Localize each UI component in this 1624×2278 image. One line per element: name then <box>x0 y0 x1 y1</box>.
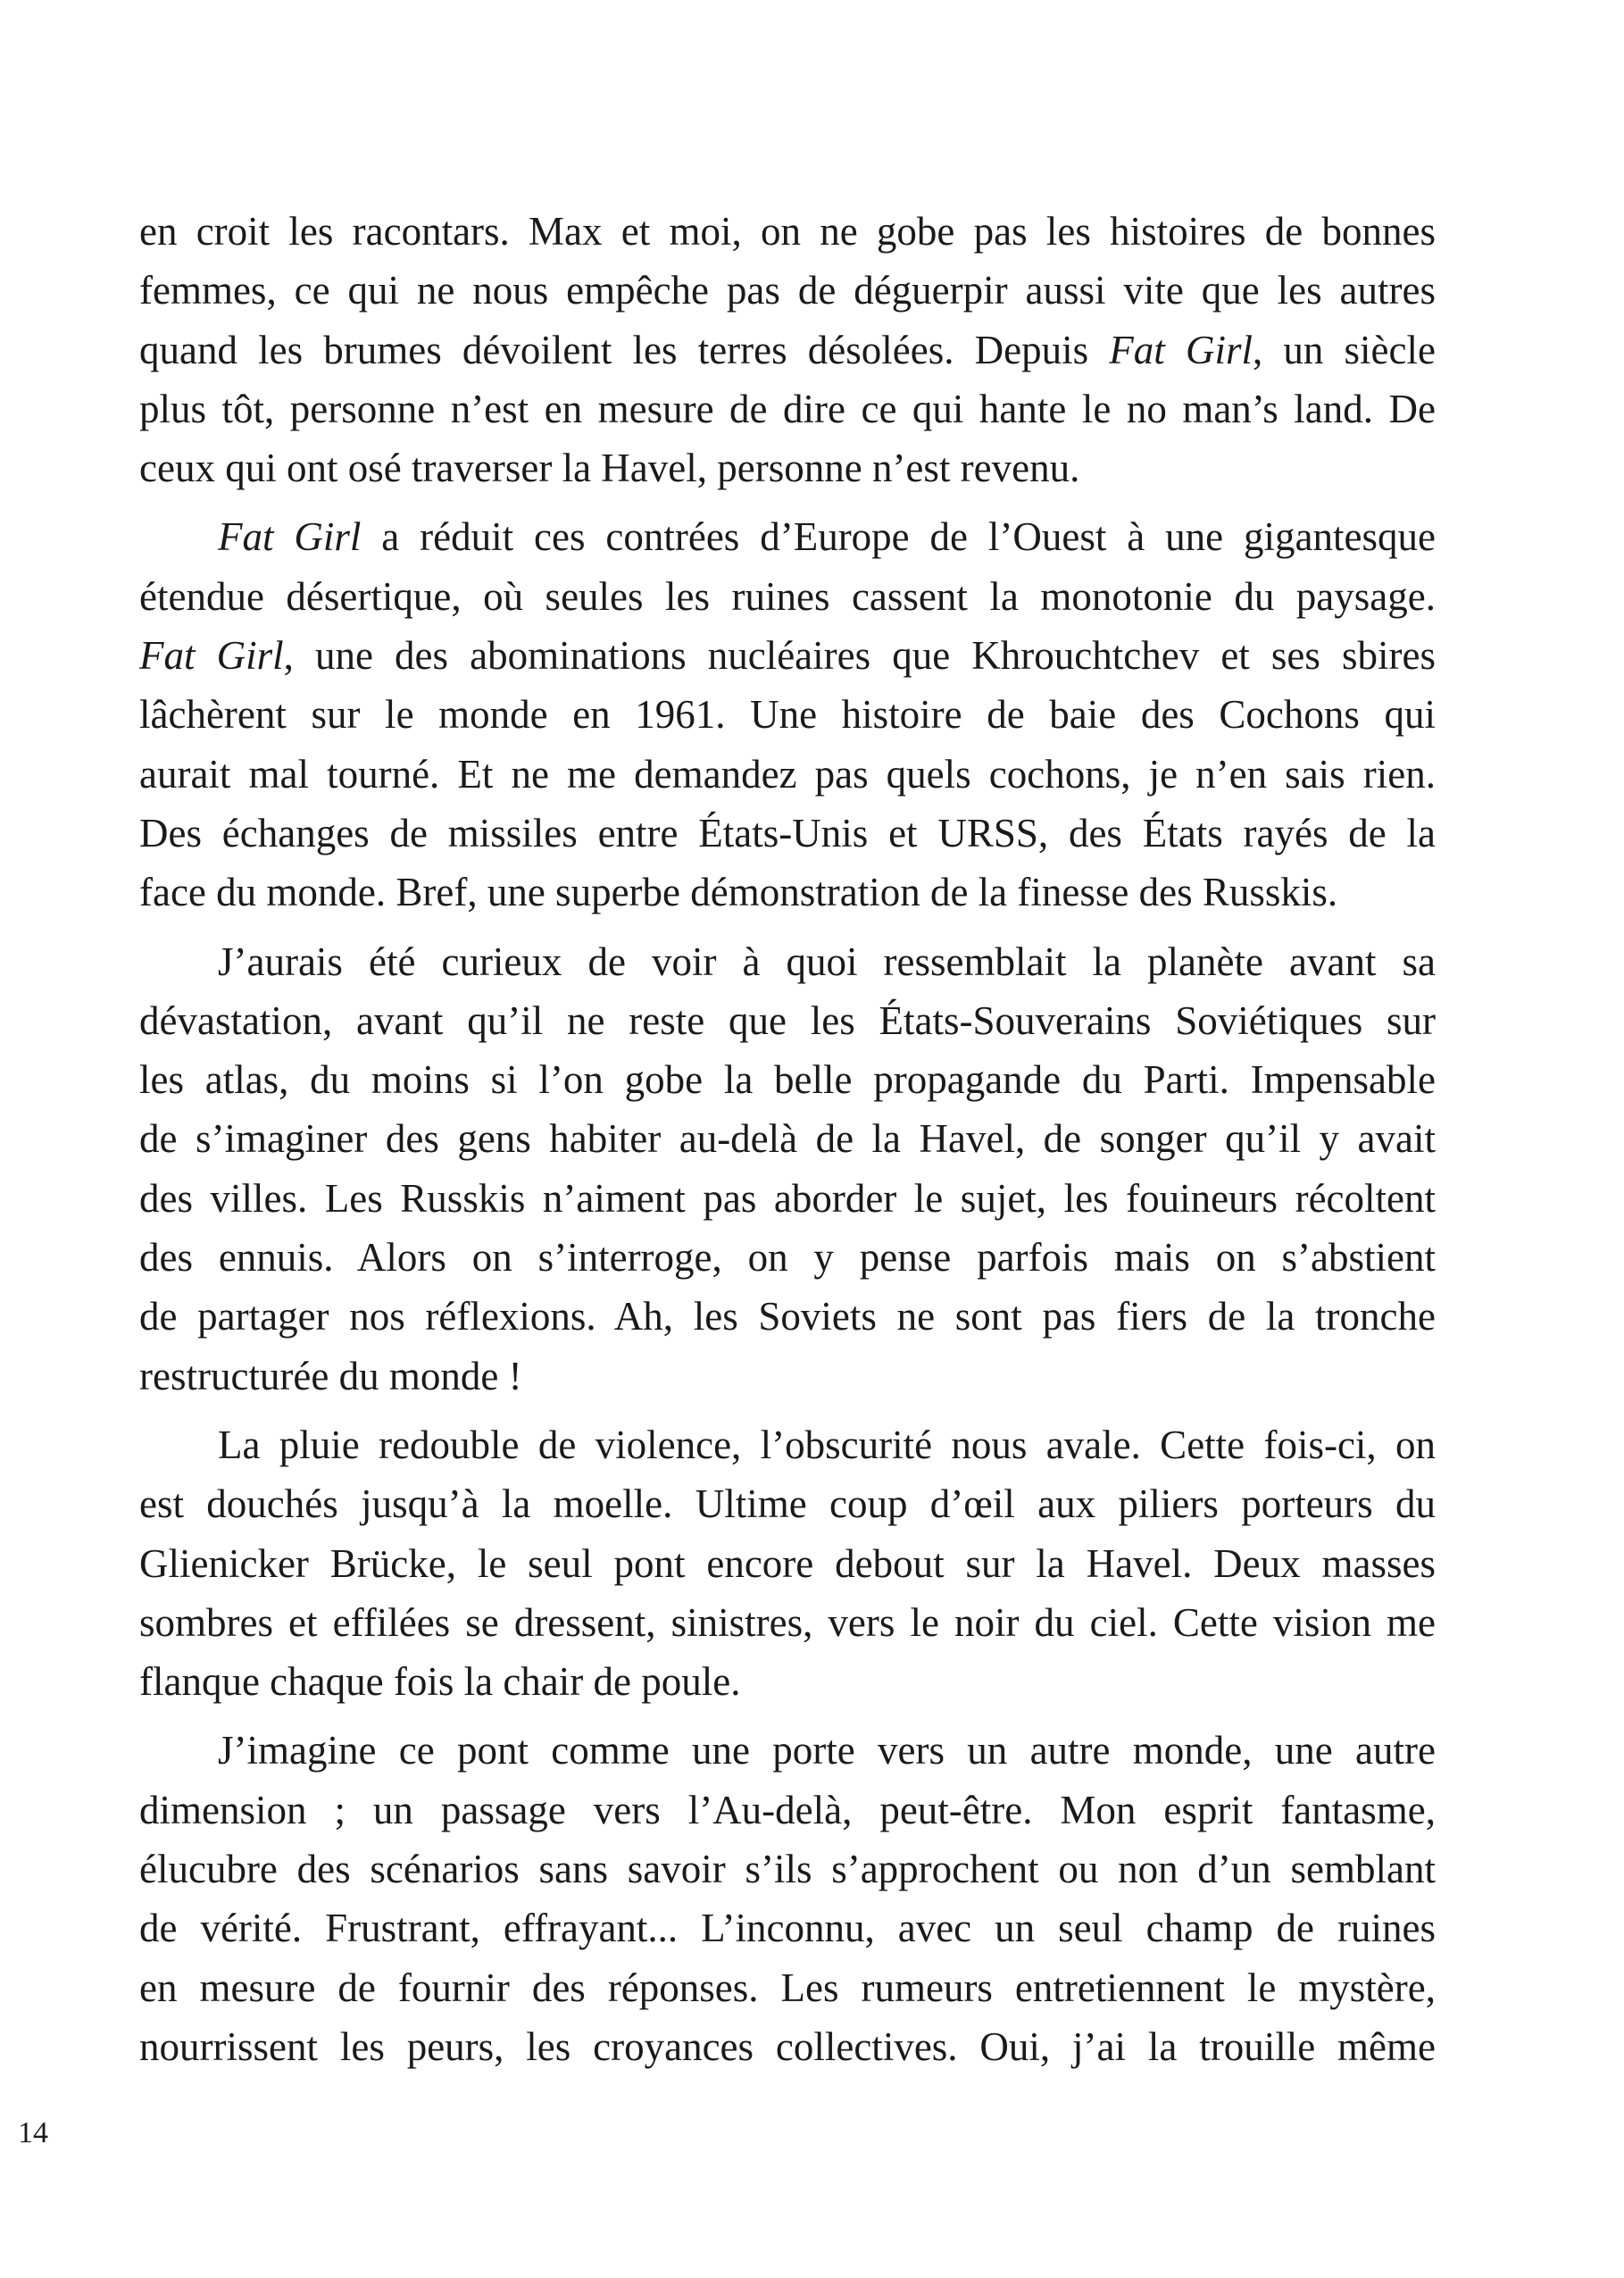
text-line: dimension ; un passage vers l’Au-delà, peut-être. Mon esprit fantasme, <box>139 1787 1436 1832</box>
page-number: 14 <box>18 2116 48 2149</box>
text-line: La pluie redouble de violence, l’obscurité nous avale. Cette fois-ci, on <box>218 1422 1436 1467</box>
text-line: Glienicker Brücke, le seul pont encore debout sur la Havel. Deux masses <box>139 1540 1436 1586</box>
book-title-italic: Fat Girl <box>139 633 284 679</box>
text-line: face du monde. Bref, une superbe démonstration de la finesse des Russkis. <box>139 870 1338 915</box>
paragraph <box>139 1415 1436 1711</box>
text-line: les atlas, du moins si l’on gobe la belle propagande du Parti. Impensable <box>139 1057 1436 1103</box>
text-line: en croit les racontars. Max et moi, on ne gobe pas les histoires de bonnes <box>139 209 1436 254</box>
text-line: de s’imaginer des gens habiter au-delà de la Havel, de songer qu’il y avait <box>139 1116 1436 1162</box>
text-line: ceux qui ont osé traverser la Havel, personne n’est revenu. <box>139 446 1080 491</box>
paragraph <box>139 202 1436 497</box>
text-line: élucubre des scénarios sans savoir s’ils s’approchent ou non d’un semblant <box>139 1847 1436 1892</box>
text-line: flanque chaque fois la chair de poule. <box>139 1659 741 1705</box>
text-line: de vérité. Frustrant, effrayant... L’inconnu, avec un seul champ de ruines <box>139 1906 1436 1951</box>
text-line: Fat Girl a réduit ces contrées d’Europe de l’Ouest à une gigantesque <box>218 514 1436 560</box>
text-line: de partager nos réflexions. Ah, les Soviets ne sont pas fiers de la tronche <box>139 1294 1436 1339</box>
paragraph <box>139 932 1436 1406</box>
text-line: est douchés jusqu’à la moelle. Ultime coup d’œil aux piliers porteurs du <box>139 1481 1436 1527</box>
book-title-italic: Fat Girl <box>1109 327 1253 372</box>
text-line: femmes, ce qui ne nous empêche pas de déguerpir aussi vite que les autres <box>139 268 1436 313</box>
text-line: sombres et effilées se dressent, sinistres, vers le noir du ciel. Cette vision me <box>139 1599 1436 1645</box>
book-title-italic: Fat Girl <box>218 514 362 560</box>
text-line: dévastation, avant qu’il ne reste que les États-Souverains Soviétiques sur <box>139 997 1436 1043</box>
paragraph <box>139 507 1436 922</box>
text-line: Des échanges de missiles entre États-Unis et URSS, des États rayés de la <box>139 810 1436 855</box>
text-line: Fat Girl, une des abominations nucléaires que Khrouchtchev et ses sbires <box>139 633 1436 679</box>
text-line: étendue désertique, où seules les ruines cassent la monotonie du paysage. <box>139 573 1436 619</box>
text-line: plus tôt, personne n’est en mesure de dire ce qui hante le no man’s land. De <box>139 386 1436 431</box>
text-line: des ennuis. Alors on s’interroge, on y pense parfois mais on s’abstient <box>139 1235 1436 1281</box>
text-line: des villes. Les Russkis n’aiment pas aborder le sujet, les fouineurs récoltent <box>139 1175 1436 1221</box>
paragraph <box>139 1721 1436 2076</box>
text-line: nourrissent les peurs, les croyances collectives. Oui, j’ai la trouille même <box>139 2023 1436 2069</box>
paragraph-gap <box>139 497 1436 507</box>
text-line: aurait mal tourné. Et ne me demandez pas quels cochons, je n’en sais rien. <box>139 751 1436 797</box>
page-body <box>139 202 1436 2076</box>
paragraph-gap <box>139 922 1436 932</box>
paragraph-gap <box>139 1406 1436 1415</box>
text-line: lâchèrent sur le monde en 1961. Une histoire de baie des Cochons qui <box>139 692 1436 738</box>
text-line: J’imagine ce pont comme une porte vers un autre monde, une autre <box>218 1728 1436 1773</box>
text-line: J’aurais été curieux de voir à quoi ressemblait la planète avant sa <box>218 939 1436 984</box>
text-line: en mesure de fournir des réponses. Les rumeurs entretiennent le mystère, <box>139 1965 1436 2010</box>
text-line: restructurée du monde ! <box>139 1353 522 1398</box>
paragraph-gap <box>139 1711 1436 1721</box>
text-line: quand les brumes dévoilent les terres désolées. Depuis Fat Girl, un siècle <box>139 327 1436 372</box>
